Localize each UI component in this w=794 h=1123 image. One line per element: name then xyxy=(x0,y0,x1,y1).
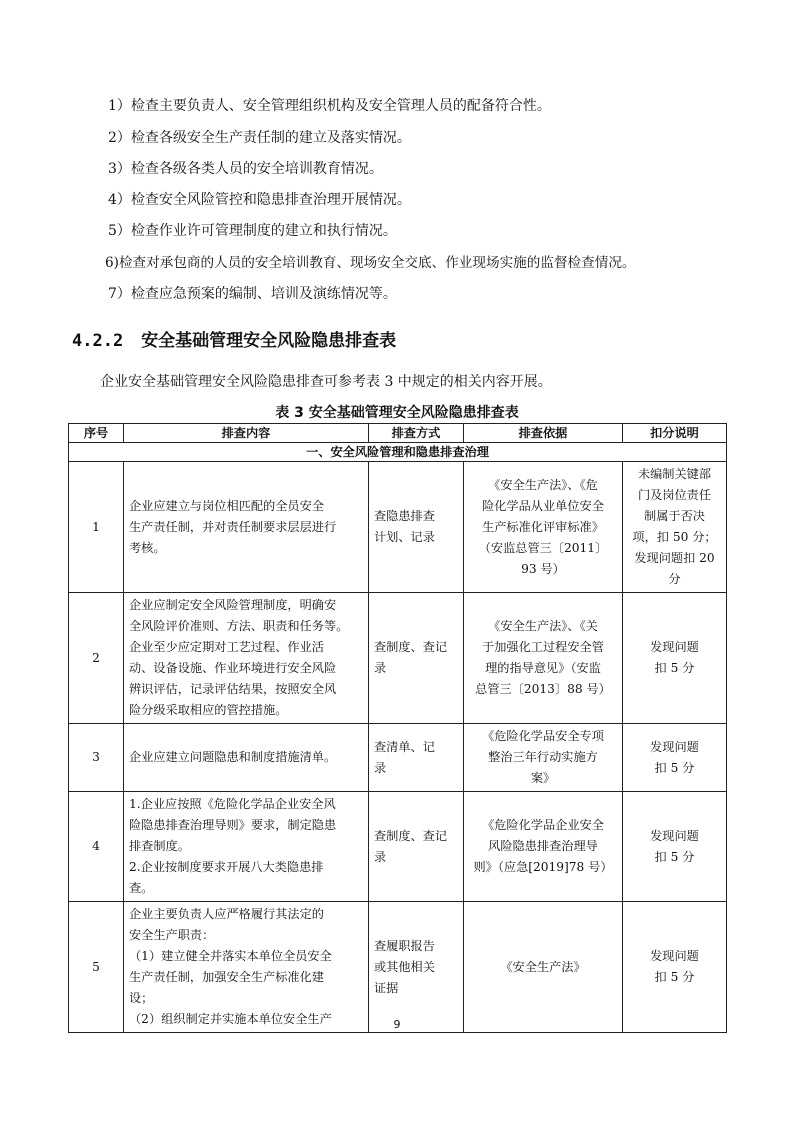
row-deduction-line: 分 xyxy=(668,572,681,586)
row-deduction xyxy=(623,593,727,724)
row-basis xyxy=(464,902,623,1033)
row-deduction-line: 发现问题 xyxy=(650,640,699,654)
row-content-line: 辨识评估，记录评估结果，按照安全风 xyxy=(129,682,337,696)
row-basis xyxy=(464,593,623,724)
row-content xyxy=(124,902,369,1033)
header-basis: 排查依据 xyxy=(464,424,623,443)
row-number: 2 xyxy=(69,593,124,724)
row-basis-line: 则》（应急[2019]78 号） xyxy=(473,860,613,874)
row-method-line: 录 xyxy=(374,760,387,775)
list-item-2: 2）检查各级安全生产责任制的建立及落实情况。 xyxy=(108,130,411,146)
row-method xyxy=(369,792,464,902)
row-deduction-line: 制属于否决 xyxy=(644,509,705,523)
row-method-line: 录 xyxy=(374,849,387,864)
row-basis-line: 于加强化工过程安全管 xyxy=(482,640,604,654)
row-basis xyxy=(464,792,623,902)
row-deduction-line: 发现问题 xyxy=(650,828,699,843)
table-header-row xyxy=(69,424,727,443)
row-basis-line: 生产标准化评审标准》 xyxy=(482,519,604,534)
row-deduction-line: 发现问题扣 20 xyxy=(634,551,715,565)
table-row xyxy=(69,792,727,902)
table-caption: 表 3 安全基础管理安全风险隐患排查表 xyxy=(275,405,519,421)
row-deduction-line: 发现问题 xyxy=(650,739,699,754)
table-section-row xyxy=(69,443,727,462)
row-deduction xyxy=(623,902,727,1033)
table-row xyxy=(69,724,727,792)
row-deduction xyxy=(623,792,727,902)
table-row xyxy=(69,902,727,1033)
table-row xyxy=(69,462,727,593)
row-deduction-line: 扣 5 分 xyxy=(654,661,695,675)
row-method-line: 查履职报告 xyxy=(374,938,435,953)
row-basis-line: 整治三年行动实施方 xyxy=(488,750,598,764)
row-number: 5 xyxy=(69,902,124,1033)
row-basis-line: 《安全生产法》、《危 xyxy=(488,477,598,492)
page-number: 9 xyxy=(393,1018,401,1031)
row-deduction-line: 门及岗位责任 xyxy=(637,488,712,502)
row-content-line: 1.企业应按照《危险化学品企业安全风 xyxy=(129,797,336,811)
row-number: 1 xyxy=(69,462,124,593)
row-basis-line: 《危险化学品企业安全 xyxy=(482,818,604,832)
row-basis-line: 《安全生产法》、《关 xyxy=(488,619,598,633)
row-deduction-line: 扣 5 分 xyxy=(654,849,695,864)
row-method xyxy=(369,462,464,593)
row-basis-line: 案》 xyxy=(530,771,556,785)
row-content xyxy=(124,593,369,724)
row-method xyxy=(369,902,464,1033)
row-content xyxy=(124,724,369,792)
section-row-label: 一、安全风险管理和隐患排查治理 xyxy=(69,443,727,462)
row-deduction-line: 项，扣 50 分； xyxy=(632,530,717,544)
row-content-line: 生产责任制，并对责任制要求层层进行 xyxy=(129,519,337,534)
row-number: 3 xyxy=(69,724,124,792)
section-title: 安全基础管理安全风险隐患排查表 xyxy=(141,331,397,351)
section-number: 4.2.2 xyxy=(72,331,124,351)
row-content-line: 设； xyxy=(129,991,154,1005)
row-content-line: 企业主要负责人应严格履行其法定的 xyxy=(129,907,324,921)
table-row xyxy=(69,593,727,724)
row-basis-line: 总管三〔2013〕88 号） xyxy=(475,682,611,696)
intro-paragraph: 企业安全基础管理安全风险隐患排查可参考表 3 中规定的相关内容开展。 xyxy=(100,374,552,390)
row-deduction xyxy=(623,462,727,593)
list-item-3: 3）检查各级各类人员的安全培训教育情况。 xyxy=(108,161,383,177)
row-method-line: 证据 xyxy=(374,980,399,995)
row-content-line: 查。 xyxy=(129,881,154,895)
row-basis-line: （安监总管三〔2011〕 xyxy=(478,540,608,555)
row-method-line: 查清单、记 xyxy=(374,739,435,754)
row-method-line: 查制度、查记 xyxy=(374,828,448,843)
header-method: 排查方式 xyxy=(369,424,464,443)
row-method-line: 录 xyxy=(374,661,387,675)
header-deduction: 扣分说明 xyxy=(623,424,727,443)
row-content xyxy=(124,462,369,593)
hazard-check-table xyxy=(68,423,727,1033)
row-method xyxy=(369,593,464,724)
row-method-line: 查隐患排查 xyxy=(374,509,435,523)
row-basis-line: 93 号） xyxy=(521,561,565,576)
row-deduction-line: 扣 5 分 xyxy=(654,970,695,984)
row-content-line: 险分级采取相应的管控措施。 xyxy=(129,703,288,717)
header-content: 排查内容 xyxy=(124,424,369,443)
row-content-line: 生产责任制，加强安全生产标准化建 xyxy=(129,970,324,984)
row-deduction xyxy=(623,724,727,792)
row-content-line: 2.企业按制度要求开展八大类隐患排 xyxy=(129,860,324,874)
list-item-5: 5）检查作业许可管理制度的建立和执行情况。 xyxy=(108,223,397,239)
list-item-7: 7）检查应急预案的编制、培训及演练情况等。 xyxy=(108,286,397,302)
row-basis-line: 风险隐患排查治理导 xyxy=(488,839,598,853)
row-deduction-line: 未编制关键部 xyxy=(637,467,712,481)
row-content-line: 安全生产职责： xyxy=(129,928,215,942)
list-item-4: 4）检查安全风险管控和隐患排查治理开展情况。 xyxy=(108,192,411,208)
row-basis-line: 《安全生产法》 xyxy=(500,959,586,974)
row-method xyxy=(369,724,464,792)
row-basis-line: 《危险化学品安全专项 xyxy=(482,729,604,743)
row-content-line: 考核。 xyxy=(129,540,166,555)
row-content-line: 企业应建立问题隐患和制度措施清单。 xyxy=(129,750,337,764)
row-content-line: 企业至少应定期对工艺过程、作业活 xyxy=(129,640,324,654)
row-content-line: 全风险评价准则、方法、职责和任务等。 xyxy=(129,619,349,633)
row-basis-line: 理的指导意见》（安监 xyxy=(485,661,601,675)
row-method-line: 或其他相关 xyxy=(374,959,435,974)
row-content-line: 险隐患排查治理导则》要求，制定隐患 xyxy=(129,818,337,832)
row-content-line: （1）建立健全并落实本单位全员安全 xyxy=(129,949,332,963)
row-method-line: 计划、记录 xyxy=(374,530,435,544)
row-number: 4 xyxy=(69,792,124,902)
row-deduction-line: 发现问题 xyxy=(650,949,699,963)
row-method-line: 查制度、查记 xyxy=(374,640,448,654)
row-content-line: 企业应建立与岗位相匹配的全员安全 xyxy=(129,498,324,513)
row-basis xyxy=(464,724,623,792)
row-deduction-line: 扣 5 分 xyxy=(654,760,695,775)
row-content xyxy=(124,792,369,902)
section-heading xyxy=(72,326,396,351)
list-item-6: 6)检查对承包商的人员的安全培训教育、现场安全交底、作业现场实施的监督检查情况。 xyxy=(105,255,636,271)
row-content-line: 排查制度。 xyxy=(129,839,190,853)
row-content-line: （2）组织制定并实施本单位安全生产 xyxy=(129,1012,332,1026)
header-no: 序号 xyxy=(69,424,124,443)
row-basis-line: 险化学品从业单位安全 xyxy=(482,498,604,513)
row-content-line: 动、设备设施、作业环境进行安全风险 xyxy=(129,661,337,675)
list-item-1: 1）检查主要负责人、安全管理组织机构及安全管理人员的配备符合性。 xyxy=(108,98,551,114)
row-basis xyxy=(464,462,623,593)
row-content-line: 企业应制定安全风险管理制度，明确安 xyxy=(129,598,337,612)
